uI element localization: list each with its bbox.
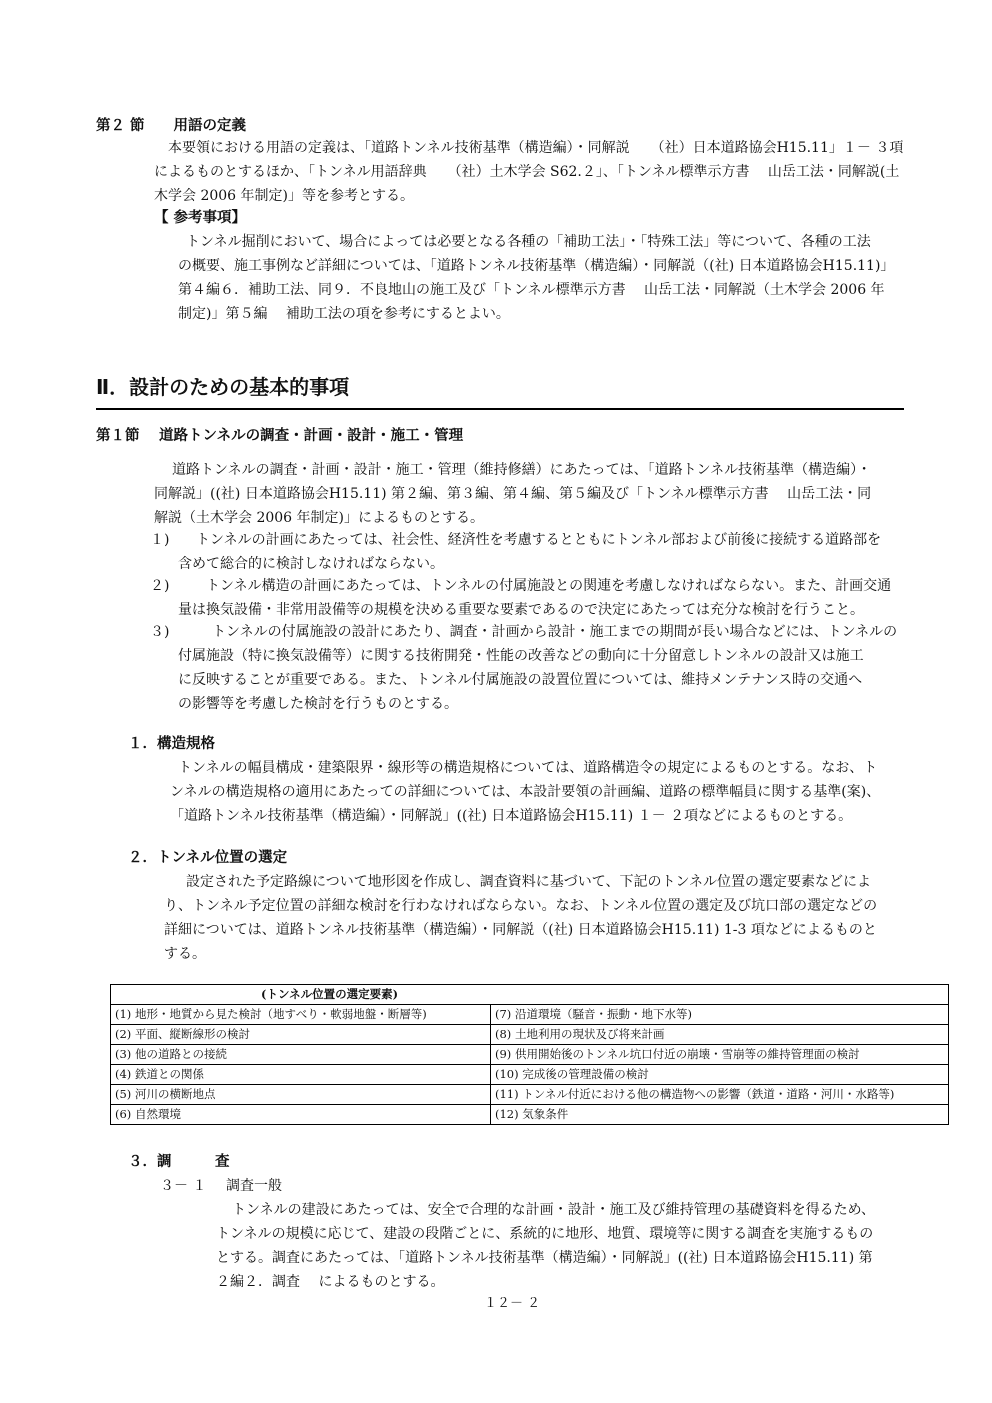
paragraph-line: トンネルの規模に応じて、建設の段階ごとに、系統的に地形、地質、環境等に関する調査を実施するもの: [216, 1226, 874, 1242]
paragraph-line: ンネルの構造規格の適用にあたっての詳細については、本設計要領の計画編、道路の標準幅員に関する基準(案)、: [170, 784, 881, 800]
list-item-line: トンネル構造の計画にあたっては、トンネルの付属施設との関連を考慮しなければならない。また、計画交通: [206, 578, 892, 594]
section-heading-tunnel-overview: 第１節 道路トンネルの調査・計画・設計・施工・管理: [96, 428, 464, 444]
paragraph-line: とする。調査にあたっては、「道路トンネル技術基準（構造編）・同解説」((社) 日本道路協会H15.11) 第: [216, 1250, 873, 1266]
page-number: １２－ ２: [484, 1296, 541, 1311]
paragraph-line: 同解説」((社) 日本道路協会H15.11) 第２編、第３編、第４編、第５編及び「トンネル標準示方書 山岳工法・同: [154, 486, 872, 502]
list-item-line: 付属施設（特に換気設備等）に関する技術開発・性能の改善などの動向に十分留意しトンネルの設計又は施工: [178, 648, 864, 664]
table-cell: (3) 他の道路との接続: [111, 1045, 491, 1065]
paragraph-line: 制定)」第５編 補助工法の項を参考にするとよい。: [178, 306, 510, 322]
table-cell: (6) 自然環境: [111, 1105, 491, 1125]
section-heading-definitions: 第２ 節 用語の定義: [96, 118, 247, 134]
paragraph-line: 本要領における用語の定義は、「道路トンネル技術基準（構造編）・同解説 （社）日本道路協会H15.11」１－ ３項: [168, 140, 904, 156]
paragraph-line: 解説（土木学会 2006 年制定)」によるものとする。: [154, 510, 484, 526]
sub-subsection-number: ３－ １: [160, 1178, 207, 1194]
paragraph-line: 第４編６．補助工法、同９．不良地山の施工及び「トンネル標準示方書 山岳工法・同解説（土木学会 2006 年: [178, 282, 885, 298]
paragraph-line: 詳細については、道路トンネル技術基準（構造編）・同解説（(社) 日本道路協会H15.11) 1-3 項などによるものと: [164, 922, 877, 938]
location-factors-table: [110, 984, 949, 1125]
table-cell: (1) 地形・地質から見た検討（地すべり・軟弱地盤・断層等): [111, 1005, 491, 1025]
table-row: [111, 1025, 949, 1045]
table-row: [111, 1045, 949, 1065]
list-item-number: ３): [150, 624, 170, 640]
chapter-divider: [96, 408, 904, 410]
paragraph-line: の概要、施工事例など詳細については、「道路トンネル技術基準（構造編）・同解説（(社) 日本道路協会H15.11)」: [178, 258, 895, 274]
list-item-line: 量は換気設備・非常用設備等の規模を決める重要な要素であるので決定にあたっては充分な検討を行うこと。: [178, 602, 864, 618]
list-item-number: １): [150, 532, 170, 548]
paragraph-line: する。: [164, 946, 206, 962]
paragraph-line: ２編２．調査 によるものとする。: [216, 1274, 445, 1290]
list-item-line: の影響等を考慮した検討を行うものとする。: [178, 696, 458, 712]
list-item-number: ２): [150, 578, 170, 594]
table-cell: (11) トンネル付近における他の構造物への影響（鉄道・道路・河川・水路等): [491, 1085, 949, 1105]
paragraph-line: 「道路トンネル技術基準（構造編）・同解説」((社) 日本道路協会H15.11) １－ ２項などによるものとする。: [170, 808, 853, 824]
list-item-line: トンネルの付属施設の設計にあたり、調査・計画から設計・施工までの期間が長い場合などには、トンネルの: [212, 624, 898, 640]
paragraph-line: によるものとするほか、「トンネル用語辞典 （社）土木学会 S62.２」、「トンネル標準示方書 山岳工法・同解説(土: [154, 164, 900, 180]
paragraph-line: トンネルの建設にあたっては、安全で合理的な計画・設計・施工及び維持管理の基礎資料を得るため、: [232, 1202, 876, 1218]
list-item-line: に反映することが重要である。また、トンネル付属施設の設置位置については、維持メンテナンス時の交通へ: [178, 672, 863, 688]
table-cell: (4) 鉄道との関係: [111, 1065, 491, 1085]
paragraph-line: 道路トンネルの調査・計画・設計・施工・管理（維持修繕）にあたっては、「道路トンネル技術基準（構造編）・: [172, 462, 872, 478]
chapter-title: Ⅱ．設計のための基本的事項: [96, 375, 350, 399]
table-cell: (5) 河川の横断地点: [111, 1085, 491, 1105]
reference-heading: 【 参考事項】: [154, 210, 247, 226]
sub-subsection-title: 調査一般: [226, 1178, 282, 1194]
paragraph-line: り、トンネル予定位置の詳細な検討を行わなければならない。なお、トンネル位置の選定及び坑口部の選定などの: [164, 898, 878, 914]
table-row: [111, 1105, 949, 1125]
paragraph-line: 木学会 2006 年制定)」等を参考とする。: [154, 188, 414, 204]
table-cell: (2) 平面、縦断線形の検討: [111, 1025, 491, 1045]
paragraph-line: トンネルの幅員構成・建築限界・線形等の構造規格については、道路構造令の規定によるものとする。なお、ト: [178, 760, 878, 776]
table-cell: (9) 供用開始後のトンネル坑口付近の崩壊・雪崩等の維持管理面の検討: [491, 1045, 949, 1065]
table-cell: (12) 気象条件: [491, 1105, 949, 1125]
table-caption: (トンネル位置の選定要素): [111, 985, 949, 1005]
table-cell: (7) 沿道環境（騒音・振動・地下水等): [491, 1005, 949, 1025]
paragraph-line: トンネル掘削において、場合によっては必要となる各種の「補助工法」・「特殊工法」等について、各種の工法: [186, 234, 871, 250]
table-row: [111, 1065, 949, 1085]
table-cell: (8) 土地利用の現状及び将来計画: [491, 1025, 949, 1045]
list-item-line: トンネルの計画にあたっては、社会性、経済性を考慮するとともにトンネル部および前後に接続する道路部を: [196, 532, 882, 548]
table-cell: (10) 完成後の管理設備の検討: [491, 1065, 949, 1085]
subsection-heading-survey: ３．調 査: [128, 1154, 230, 1170]
paragraph-line: 設定された予定路線について地形図を作成し、調査資料に基づいて、下記のトンネル位置の選定要素などによ: [186, 874, 872, 890]
list-item-line: 含めて総合的に検討しなければならない。: [178, 556, 444, 572]
subsection-heading-location: ２．トンネル位置の選定: [128, 850, 288, 866]
table-row: [111, 1085, 949, 1105]
subsection-heading-structure: １．構造規格: [128, 736, 215, 752]
table-caption-row: [111, 985, 949, 1005]
table-row: [111, 1005, 949, 1025]
